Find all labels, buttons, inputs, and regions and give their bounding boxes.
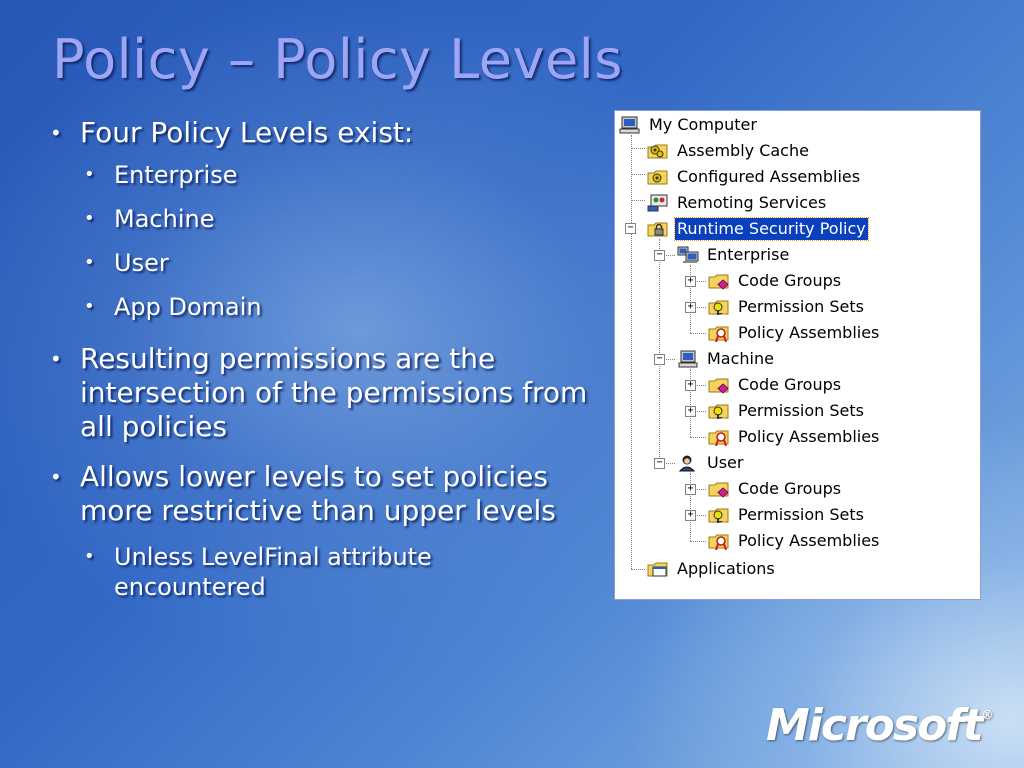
network-computer-icon <box>677 246 699 264</box>
permission-set-icon <box>708 402 730 420</box>
bullet-list <box>44 116 614 616</box>
collapse-toggle[interactable]: − <box>625 223 636 234</box>
bullet-icon: • <box>84 208 95 229</box>
sub-bullet-text: Unless LevelFinal attribute encountered <box>114 543 432 601</box>
bullet-text: Allows lower levels to set policies more restrictive than upper levels <box>80 460 556 527</box>
tree-item-label: Configured Assemblies <box>677 167 861 186</box>
tree-item-label: User <box>707 453 744 472</box>
policy-assembly-icon <box>708 324 730 342</box>
bullet-item <box>44 342 614 444</box>
gear-folder-icon <box>647 142 669 160</box>
logo-text: Microsoft <box>766 700 982 751</box>
bullet-icon: • <box>84 546 95 567</box>
code-group-folder-icon <box>708 376 730 394</box>
tree-item-label: Code Groups <box>738 271 842 290</box>
tree-item-label: Policy Assemblies <box>738 323 880 342</box>
microsoft-logo <box>766 700 993 751</box>
user-icon <box>677 454 699 472</box>
policy-assembly-icon <box>708 532 730 550</box>
slide-title: Policy – Policy Levels <box>52 28 623 91</box>
sub-bullet-text: Enterprise <box>114 161 238 189</box>
sub-bullet-text: User <box>114 249 169 277</box>
gear-folder-icon <box>647 168 669 186</box>
registered-mark: ® <box>981 708 994 722</box>
applications-folder-icon <box>647 560 669 578</box>
tree-item-label: Remoting Services <box>677 193 827 212</box>
bullet-text: Four Policy Levels exist: <box>80 116 414 149</box>
tree-item-label: Enterprise <box>707 245 790 264</box>
lock-folder-icon <box>647 220 669 238</box>
permission-set-icon <box>708 506 730 524</box>
bullet-icon: • <box>50 121 62 145</box>
tree-item-label: Machine <box>707 349 774 368</box>
expand-toggle[interactable]: + <box>685 276 696 287</box>
expand-toggle[interactable]: + <box>685 302 696 313</box>
expand-toggle[interactable]: + <box>685 510 696 521</box>
computer-icon <box>619 116 641 134</box>
tree-item-label: Code Groups <box>738 375 842 394</box>
policy-assembly-icon <box>708 428 730 446</box>
tree-item-label: Applications <box>677 559 775 578</box>
expand-toggle[interactable]: + <box>685 406 696 417</box>
collapse-toggle[interactable]: − <box>654 250 665 261</box>
expand-toggle[interactable]: + <box>685 484 696 495</box>
tree-item-label: Permission Sets <box>738 401 864 420</box>
tree-item-label: My Computer <box>649 115 757 134</box>
sub-bullet-item <box>78 248 614 278</box>
tree-item-label: Permission Sets <box>738 505 864 524</box>
bullet-icon: • <box>84 296 95 317</box>
bullet-icon: • <box>50 465 62 489</box>
bullet-icon: • <box>84 164 95 185</box>
computer-icon <box>677 350 699 368</box>
sub-bullet-item <box>78 292 614 322</box>
tree-item-label: Policy Assemblies <box>738 531 880 550</box>
expand-toggle[interactable]: + <box>685 380 696 391</box>
sub-bullet-item <box>78 160 614 190</box>
bullet-icon: • <box>84 252 95 273</box>
bullet-item <box>44 460 614 528</box>
bullet-item <box>44 116 614 150</box>
tree-item-label: Assembly Cache <box>677 141 809 160</box>
collapse-toggle[interactable]: − <box>654 458 665 469</box>
code-group-folder-icon <box>708 480 730 498</box>
mmc-tree-view[interactable] <box>614 110 981 600</box>
tree-item-label: Policy Assemblies <box>738 427 880 446</box>
sub-bullet-item <box>78 542 514 602</box>
remoting-icon <box>647 194 669 212</box>
bullet-text: Resulting permissions are the intersection of the permissions from all policies <box>80 342 588 443</box>
tree-item-label: Permission Sets <box>738 297 864 316</box>
sub-bullet-text: App Domain <box>114 293 262 321</box>
bullet-icon: • <box>50 347 62 371</box>
sub-bullet-text: Machine <box>114 205 215 233</box>
tree-item-label: Runtime Security Policy <box>677 219 866 238</box>
permission-set-icon <box>708 298 730 316</box>
sub-bullet-item <box>78 204 614 234</box>
tree-item-label: Code Groups <box>738 479 842 498</box>
code-group-folder-icon <box>708 272 730 290</box>
collapse-toggle[interactable]: − <box>654 354 665 365</box>
